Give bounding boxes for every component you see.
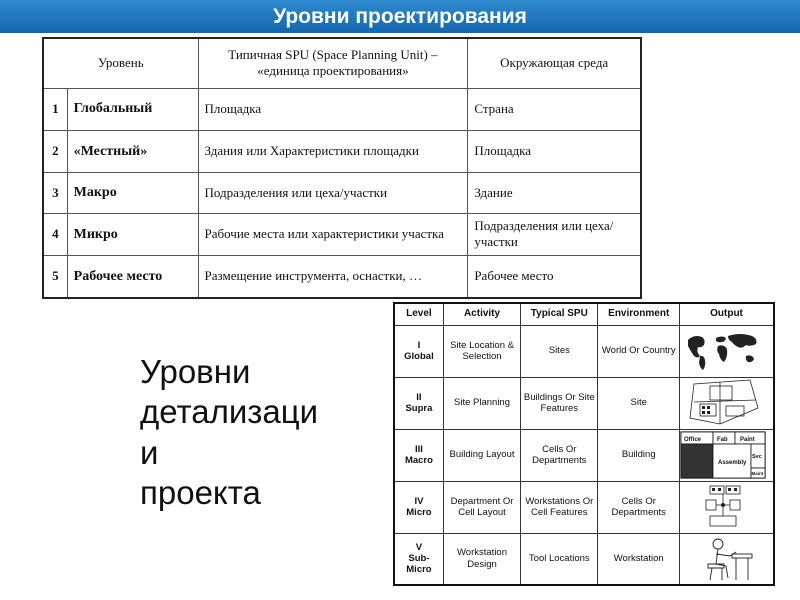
table-row	[43, 213, 641, 255]
row-level	[394, 481, 443, 533]
row-level	[394, 377, 443, 429]
row-spu: Здания или Характеристики площадки	[198, 130, 468, 172]
levels-table-ru	[42, 37, 642, 299]
row-output	[680, 429, 774, 481]
row-output	[680, 377, 774, 429]
row-env: Рабочее место	[468, 256, 641, 298]
header-level: Level	[394, 303, 443, 325]
level-name: Supra	[405, 403, 433, 414]
row-spu: Tool Locations	[521, 533, 598, 585]
page-title: Уровни проектирования	[273, 4, 527, 28]
site-plan-icon	[680, 378, 766, 428]
row-activity: Department Or Cell Layout	[443, 481, 520, 533]
table-row	[394, 377, 774, 429]
roman-numeral: I	[417, 339, 421, 351]
row-spu: Buildings Or Site Features	[521, 377, 598, 429]
caption-line: и	[140, 433, 159, 471]
table-header-row	[394, 303, 774, 325]
row-env: Страна	[468, 88, 641, 130]
row-environment: World Or Country	[598, 325, 680, 377]
row-environment: Building	[598, 429, 680, 481]
row-activity: Workstation Design	[443, 533, 520, 585]
table-row	[43, 173, 641, 213]
table-row	[394, 481, 774, 533]
row-number: 3	[43, 173, 67, 213]
row-environment: Site	[598, 377, 680, 429]
block-label-maint: Maint	[751, 471, 764, 476]
workstation-icon	[680, 534, 766, 584]
row-output	[680, 533, 774, 585]
level-name: Global	[404, 351, 434, 362]
cell-layout-icon	[680, 482, 766, 532]
table-row	[43, 130, 641, 172]
row-number: 1	[43, 88, 67, 130]
roman-numeral: II	[416, 391, 422, 403]
table-row	[43, 256, 641, 298]
row-env: Подразделения или цеха/участки	[468, 213, 641, 255]
table-header-row	[43, 38, 641, 88]
row-activity: Building Layout	[443, 429, 520, 481]
block-layout-icon	[680, 430, 766, 480]
row-env: Здание	[468, 173, 641, 213]
row-spu: Подразделения или цеха/участки	[198, 173, 468, 213]
row-output	[680, 481, 774, 533]
row-number: 5	[43, 256, 67, 298]
block-label-assembly: Assembly	[718, 460, 747, 466]
level-name: Micro	[406, 507, 432, 518]
row-level	[394, 325, 443, 377]
row-spu: Cells Or Departments	[521, 429, 598, 481]
row-level: «Местный»	[67, 130, 198, 172]
world-map-icon	[680, 326, 766, 376]
header-spu: Typical SPU	[521, 303, 598, 325]
row-level: Макро	[67, 173, 198, 213]
row-environment: Cells Or Departments	[598, 481, 680, 533]
block-label-svc: Svc	[752, 454, 762, 460]
header-output: Output	[680, 303, 774, 325]
levels-table-en	[393, 302, 775, 586]
header-level: Уровень	[43, 38, 198, 88]
title-bar	[0, 0, 800, 33]
row-level	[394, 429, 443, 481]
caption-line: Уровни	[140, 353, 251, 390]
row-level: Микро	[67, 213, 198, 255]
row-spu: Площадка	[198, 88, 468, 130]
roman-numeral: V	[415, 541, 423, 553]
header-env: Окружающая среда	[468, 38, 641, 88]
header-environment: Environment	[598, 303, 680, 325]
row-level	[394, 533, 443, 585]
row-level: Рабочее место	[67, 256, 198, 298]
row-activity: Site Location & Selection	[443, 325, 520, 377]
row-spu: Workstations Or Cell Features	[521, 481, 598, 533]
caption-line: проекта	[140, 473, 261, 511]
row-spu: Размещение инструмента, оснастки, …	[198, 256, 468, 298]
block-label-office: Office	[684, 437, 702, 443]
row-activity: Site Planning	[443, 377, 520, 429]
row-env: Площадка	[468, 130, 641, 172]
caption-line: детализаци	[140, 393, 319, 431]
table-row	[394, 533, 774, 585]
header-activity: Activity	[443, 303, 520, 325]
row-level: Глобальный	[67, 88, 198, 130]
table-row	[43, 88, 641, 130]
row-number: 2	[43, 130, 67, 172]
row-spu: Рабочие места или характеристики участка	[198, 213, 468, 255]
table-row	[394, 429, 774, 481]
block-label-paint: Paint	[740, 437, 755, 443]
row-output	[680, 325, 774, 377]
block-label-fab: Fab	[717, 437, 728, 443]
table-row	[394, 325, 774, 377]
level-name: Sub-Micro	[406, 553, 432, 576]
roman-numeral: III	[414, 443, 423, 455]
row-environment: Workstation	[598, 533, 680, 585]
side-caption	[140, 352, 370, 513]
header-spu: Типичная SPU (Space Planning Unit) – «единица проектирования»	[198, 38, 468, 88]
level-name: Macro	[404, 455, 433, 466]
row-number: 4	[43, 213, 67, 255]
roman-numeral: IV	[414, 495, 424, 507]
row-spu: Sites	[521, 325, 598, 377]
